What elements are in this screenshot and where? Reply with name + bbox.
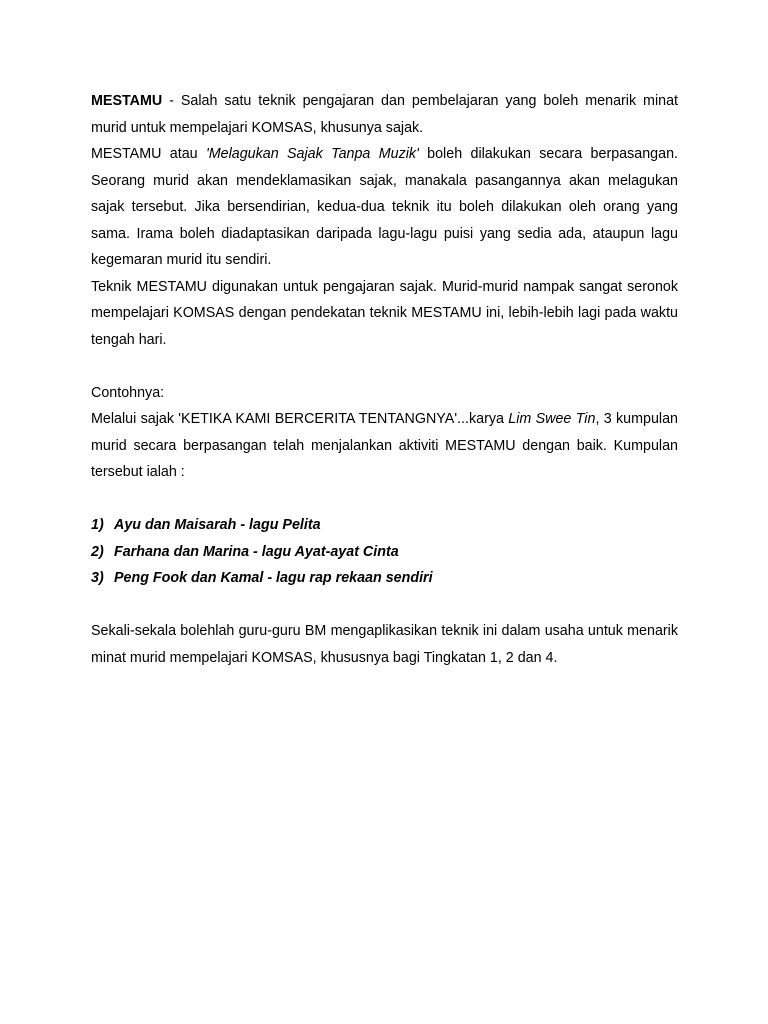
list-number: 3) xyxy=(91,570,104,586)
term-dash: - xyxy=(162,93,174,109)
definition-paragraph xyxy=(91,141,678,274)
term-mestamu: MESTAMU xyxy=(91,93,163,109)
spacer xyxy=(91,486,678,513)
list-item xyxy=(91,512,678,539)
intro-text: Salah satu teknik pengajaran dan pembelajaran yang boleh menarik minat murid untuk mempelajari KOMSAS, khusunya sajak. xyxy=(91,93,678,136)
definition-italic: 'Melagukan Sajak Tanpa Muzik' xyxy=(205,146,419,162)
usage-paragraph xyxy=(91,274,678,354)
example-pre: Melalui sajak 'KETIKA KAMI BERCERITA TENTANGNYA'...karya xyxy=(91,411,509,427)
document-page xyxy=(91,88,678,671)
example-author: Lim Swee Tin xyxy=(508,411,596,427)
list-text: Peng Fook dan Kamal - lagu rap rekaan sendiri xyxy=(114,570,433,586)
example-heading: Contohnya: xyxy=(91,384,165,401)
usage-text: Teknik MESTAMU digunakan untuk pengajaran sajak. Murid-murid nampak sangat seronok mempelajari KOMSAS dengan pendekatan teknik MESTAMU ini, lebih-lebih lagi pada waktu tengah hari. xyxy=(91,278,678,348)
closing-text: Sekali-sekala bolehlah guru-guru BM mengaplikasikan teknik ini dalam usaha untuk menarik minat murid mempelajari KOMSAS, khususnya bagi Tingkatan 1, 2 dan 4. xyxy=(91,623,678,666)
definition-pre: MESTAMU atau xyxy=(91,146,206,162)
spacer xyxy=(91,353,678,380)
list-text: Farhana dan Marina - lagu Ayat-ayat Cinta xyxy=(114,543,399,560)
closing-paragraph xyxy=(91,618,678,671)
example-post: , 3 kumpulan murid secara berpasangan telah menjalankan aktiviti MESTAMU dengan baik. Kumpulan tersebut ialah : xyxy=(91,411,678,480)
list-item xyxy=(91,539,678,566)
list-item xyxy=(91,565,678,592)
group-list xyxy=(91,512,678,592)
list-number: 2) xyxy=(91,543,104,560)
spacer xyxy=(91,592,678,619)
example-paragraph xyxy=(91,406,678,486)
list-text: Ayu dan Maisarah - lagu Pelita xyxy=(114,517,321,533)
intro-paragraph xyxy=(91,88,678,141)
definition-post: boleh dilakukan secara berpasangan. Seorang murid akan mendeklamasikan sajak, manakala pasangannya akan melagukan sajak tersebut. Jika bersendirian, kedua-dua teknik itu boleh dilakukan oleh orang yang sama. Irama boleh diadaptasikan daripada lagu-lagu puisi yang sedia ada, ataupun lagu kegemaran murid itu sendiri. xyxy=(91,146,678,268)
list-number: 1) xyxy=(91,517,104,533)
